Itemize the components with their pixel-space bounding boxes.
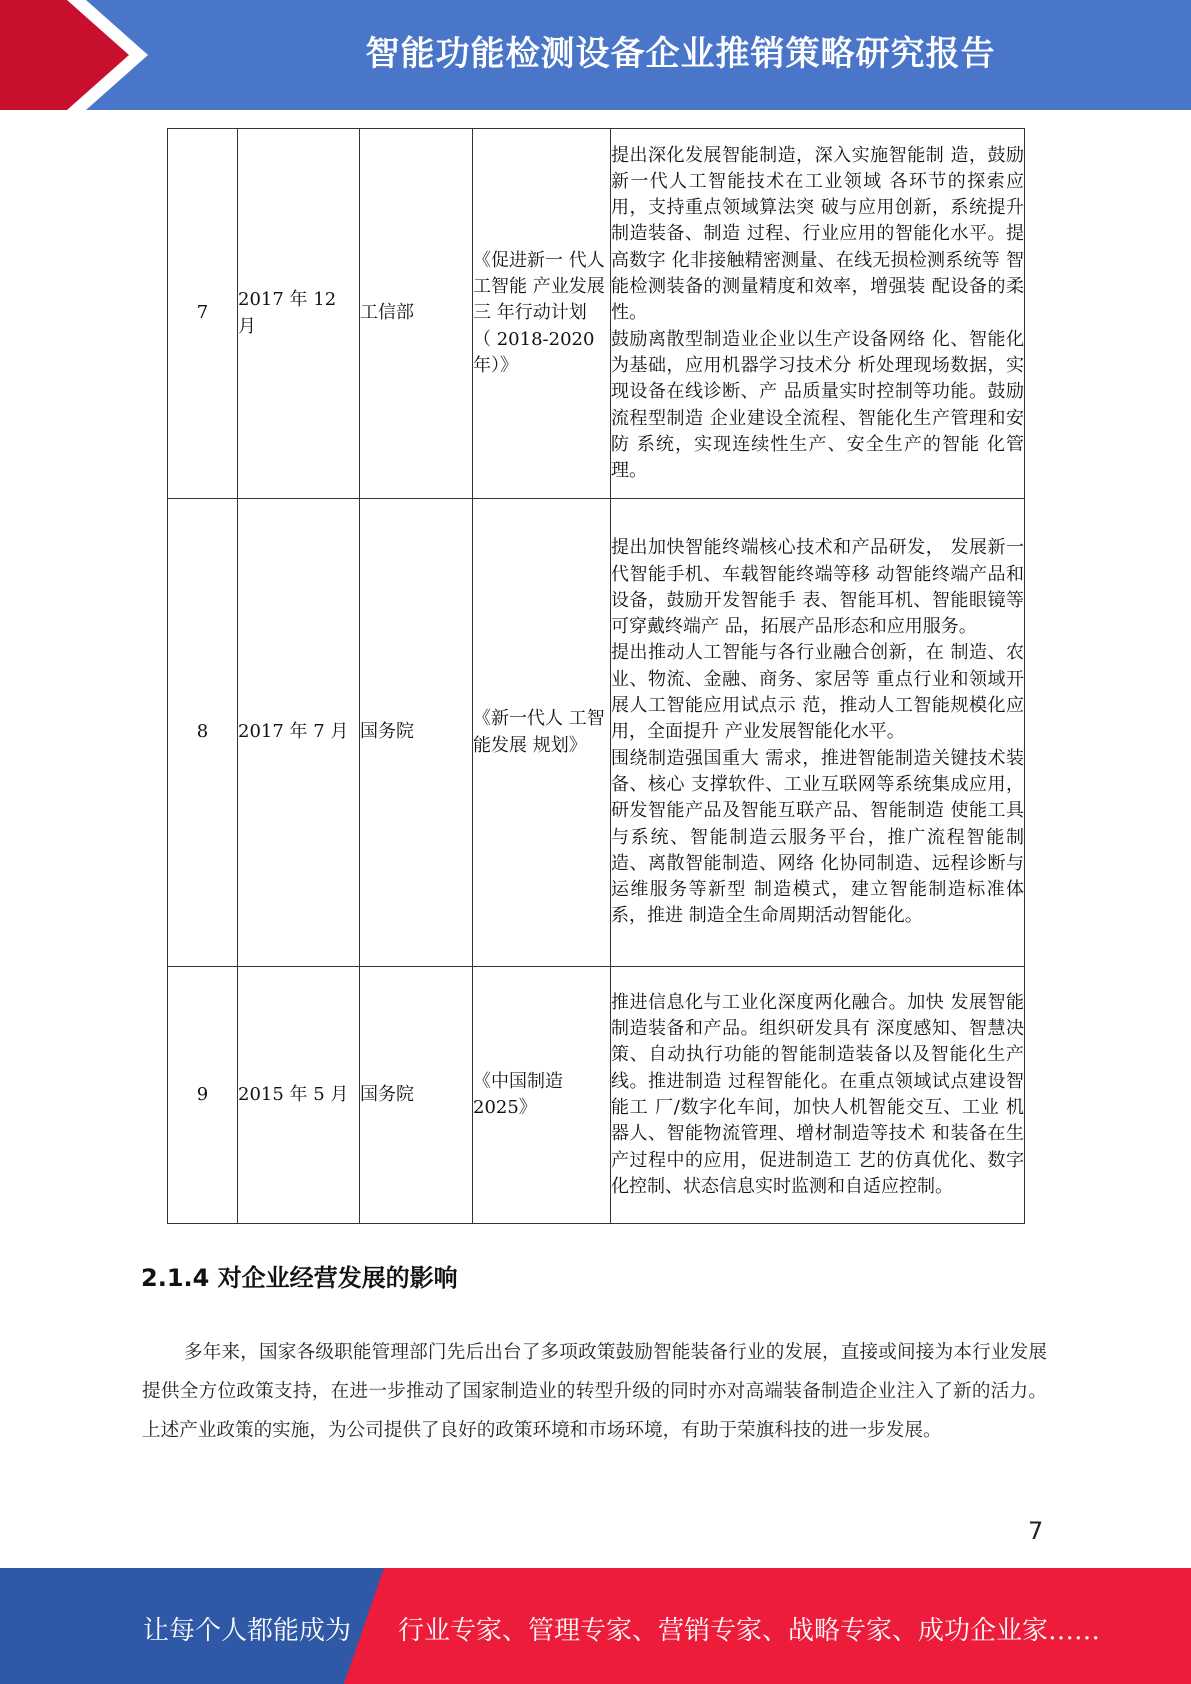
table-row xyxy=(168,967,1025,1224)
policy-content xyxy=(611,499,1025,967)
section-body-paragraph: 多年来，国家各级职能管理部门先后出台了多项政策鼓励智能装备行业的发展，直接或间接为本行业发展提供全方位政策支持，在进一步推动了国家制造业的转型升级的同时亦对高端装备制造企业注入了新的活力。上述产业政策的实施，为公司提供了良好的政策环境和市场环境，有助于荣旗科技的进一步发展。 xyxy=(142,1342,1047,1441)
content-paragraph: 提出加快智能终端核心技术和产品研发， 发展新一代智能手机、车载智能终端等移 动智能终端产品和设备，鼓励开发智能手 表、智能耳机、智能眼镜等可穿戴终端产 品，拓展产品形态和应用服务。 xyxy=(611,537,1024,638)
page-footer xyxy=(0,1568,1191,1684)
content-paragraph: 鼓励离散型制造业企业以生产设备网络 化、智能化为基础，应用机器学习技术分 析处理现场数据，实现设备在线诊断、产 品质量实时控制等功能。鼓励流程型制造 企业建设全流程、智能化生产管理和安防 系统，实现连续性生产、安全生产的智能 化管理。 xyxy=(611,328,1024,482)
issuing-department: 国务院 xyxy=(360,499,473,967)
content-paragraph: 提出深化发展智能制造，深入实施智能制 造，鼓励新一代人工智能技术在工业领域 各环节的探索应用，支持重点领域算法突 破与应用创新，系统提升制造装备、制造 过程、行业应用的智能化水平。提高数字 化非接触精密测量、在线无损检测系统等 智能检测装备的测量精度和效率，增强装 配设备的柔性。 xyxy=(611,144,1024,324)
policy-document: 《中国制造 2025》 xyxy=(473,967,611,1224)
policy-table xyxy=(167,128,1025,1224)
header-chevron-decoration xyxy=(0,0,160,110)
footer-slogan-left: 让每个人都能成为 xyxy=(143,1616,352,1646)
policy-content xyxy=(611,967,1025,1224)
row-number: 7 xyxy=(168,129,238,499)
row-number: 9 xyxy=(168,967,238,1224)
report-title: 智能功能检测设备企业推销策略研究报告 xyxy=(365,34,996,74)
row-number: 8 xyxy=(168,499,238,967)
footer-slogan-right: 行业专家、管理专家、营销专家、战略专家、成功企业家…… xyxy=(398,1616,1101,1646)
content-paragraph: 围绕制造强国重大 需求，推进智能制造关键技术装备、核心 支撑软件、工业互联网等系统集成应用， 研发智能产品及智能互联产品、智能制造 使能工具与系统、智能制造云服务平台，推广流程智能制造、离散智能制造、网络 化协同制造、远程诊断与运维服务等新型 制造模式，建立智能制造标准体系，推进 制造全生命周期活动智能化。 xyxy=(611,747,1024,927)
issue-date: 2017 年 7 月 xyxy=(238,499,360,967)
policy-content xyxy=(611,129,1025,499)
table-row xyxy=(168,499,1025,967)
issuing-department: 工信部 xyxy=(360,129,473,499)
content-paragraph: 推进信息化与工业化深度两化融合。加快 发展智能制造装备和产品。组织研发具有 深度感知、智慧决策、自动执行功能的智能制造装备以及智能化生产线。推进制造 过程智能化。在重点领域试点建设智能工 厂/数字化车间，加快人机智能交互、工业 机器人、智能物流管理、增材制造等技术 和装备在生产过程中的应用，促进制造工 艺的仿真优化、数字化控制、状态信息实时监测和自适应控制。 xyxy=(611,991,1024,1197)
issue-date: 2015 年 5 月 xyxy=(238,967,360,1224)
policy-document: 《新一代人 工智能发展 规划》 xyxy=(473,499,611,967)
page-header xyxy=(0,0,1191,110)
issue-date: 2017 年 12 月 xyxy=(238,129,360,499)
section-heading: 2.1.4 对企业经营发展的影响 xyxy=(141,1264,458,1292)
issuing-department: 国务院 xyxy=(360,967,473,1224)
content-paragraph: 提出推动人工智能与各行业融合创新，在 制造、农业、物流、金融、商务、家居等 重点行业和领域开展人工智能应用试点示 范，推动人工智能规模化应用，全面提升 产业发展智能化水平。 xyxy=(611,642,1024,743)
policy-document: 《促进新一 代人工智能 产业发展三 年行动计划 （ 2018-2020 年）》 xyxy=(473,129,611,499)
table-row xyxy=(168,129,1025,499)
page-number: 7 xyxy=(1028,1517,1044,1545)
